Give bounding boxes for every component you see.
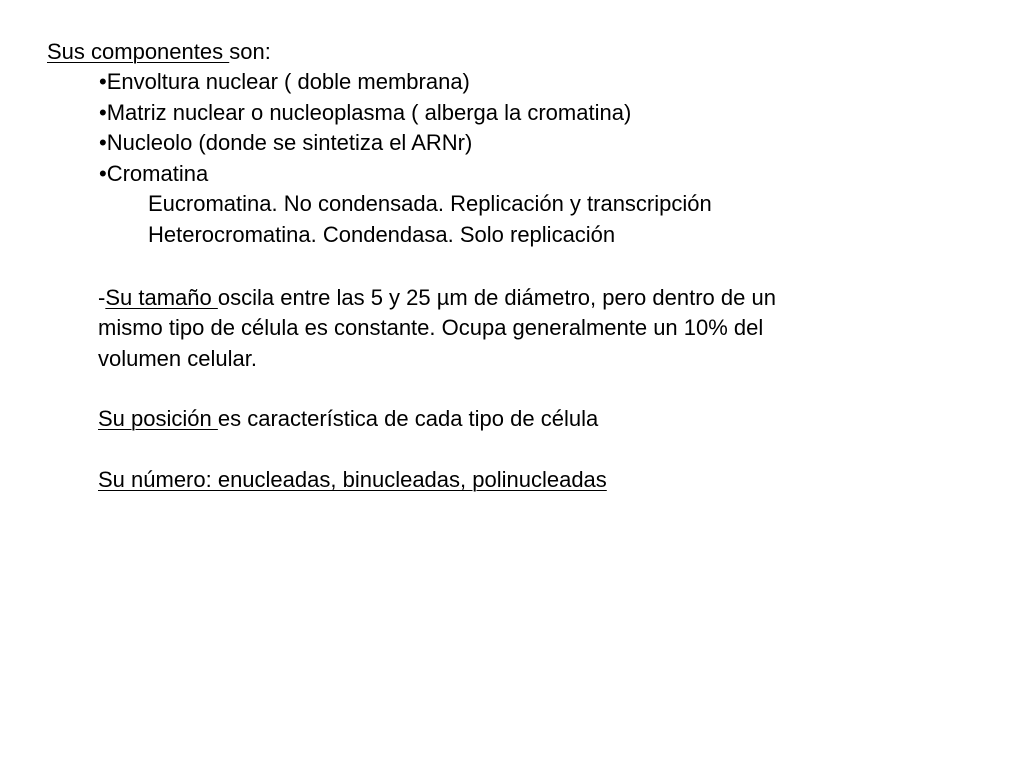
bullet-nucleolo: •Nucleolo (donde se sintetiza el ARNr) — [99, 130, 473, 155]
position-rest: es característica de cada tipo de célula — [217, 406, 599, 431]
bullet-matriz: •Matriz nuclear o nucleoplasma ( alberga la cromatina) — [99, 100, 632, 125]
chromatin-eucromatina: Eucromatina. No condensada. Replicación y transcripción — [148, 191, 712, 216]
number-paragraph: Su número: enucleadas, binucleadas, polinucleadas — [98, 467, 607, 492]
position-paragraph — [98, 404, 598, 434]
components-heading-underlined: Sus componentes — [47, 39, 230, 64]
size-underlined: Su tamaño — [105, 285, 218, 310]
bullet-cromatina: •Cromatina — [99, 161, 209, 186]
position-underlined: Su posición — [98, 406, 218, 431]
size-paragraph-line-1 — [98, 283, 776, 313]
size-paragraph-line-3: volumen celular. — [98, 346, 257, 371]
components-heading-rest: son: — [229, 39, 271, 64]
size-paragraph-line-2: mismo tipo de célula es constante. Ocupa generalmente un 10% del — [98, 315, 764, 340]
size-line-1-rest: oscila entre las 5 y 25 µm de diámetro, pero dentro de un — [217, 285, 776, 310]
chromatin-heterocromatina: Heterocromatina. Condendasa. Solo replicación — [148, 222, 616, 247]
size-prefix: - — [98, 285, 106, 310]
bullet-envoltura: •Envoltura nuclear ( doble membrana) — [99, 69, 470, 94]
components-heading — [47, 37, 271, 67]
